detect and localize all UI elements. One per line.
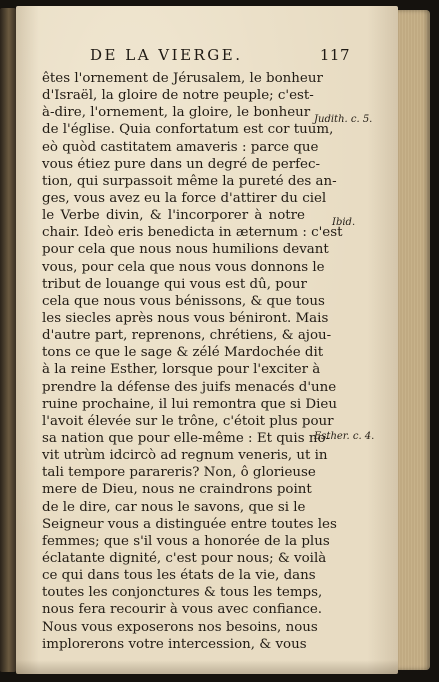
text-line: chair. Ideò eris benedicta in æternum : c'est — [42, 225, 343, 241]
text-line: ges, vous avez eu la force d'attirer du ciel — [42, 190, 327, 206]
text-line: Nous vous exposerons nos besoins, nous — [42, 619, 318, 635]
text-line: toutes les conjonctures & tous les temps, — [42, 585, 323, 601]
text-line: nous fera recourir à vous avec confiance. — [42, 602, 323, 618]
text-line: pour cela que nous nous humilions devant — [42, 242, 329, 258]
text-line: êtes l'ornement de Jérusalem, le bonheur — [42, 71, 323, 86]
text-line: prendre la défense des juifs menacés d'une — [42, 379, 337, 395]
text-line: vous étiez pure dans un degré de perfec- — [42, 156, 320, 172]
margin-note-judith: Judith. c. 5. — [314, 114, 373, 125]
text-line: vit utrùm idcircò ad regnum veneris, ut in — [42, 448, 328, 464]
text-line: tion, qui surpassoit même la pureté des an- — [42, 173, 337, 189]
text-line: à-dire, l'ornement, la gloire, le bonheur — [42, 105, 311, 121]
text-line: les siecles après nous vous béniront. Mais — [42, 310, 329, 326]
text-line: d'autre part, reprenons, chrétiens, & ajou- — [42, 328, 332, 344]
text-line: implorerons votre intercession, & vous — [42, 636, 307, 652]
text-line: éclatante dignité, c'est pour nous; & voilà — [42, 550, 327, 566]
page-bottom-shadow — [16, 660, 398, 674]
text-line: femmes; que s'il vous a honorée de la plus — [42, 533, 330, 549]
text-line: de l'église. Quia confortatum est cor tuum, — [42, 122, 334, 138]
text-line: ruine prochaine, il lui remontra que si Dieu — [42, 396, 337, 412]
text-line: tons ce que le sage & zélé Mardochée dit — [42, 345, 324, 361]
text-line: sa nation que pour elle-même : Et quis no- — [42, 430, 331, 446]
text-line: l'avoit élevée sur le trône, c'étoit plus pour — [42, 413, 334, 429]
text-line: tribut de louange qui vous est dû, pour — [42, 276, 307, 292]
page-stack-edge — [398, 10, 430, 670]
text-line: ce qui dans tous les états de la vie, dans — [42, 568, 316, 584]
text-line: mere de Dieu, nous ne craindrons point — [42, 482, 312, 498]
text-line: cela que nous vous bénissons, & que tous — [42, 293, 325, 309]
text-line: tali tempore parareris? Non, ô glorieuse — [42, 465, 316, 481]
running-title: DE LA VIERGE. — [90, 46, 243, 64]
text-line: le Verbe divin, & l'incorporer à notre — [42, 208, 305, 224]
text-line: d'Israël, la gloire de notre peuple; c'est- — [42, 88, 314, 104]
running-header — [90, 46, 350, 66]
body-text — [42, 70, 343, 653]
text-line: Seigneur vous a distinguée entre toutes les — [42, 516, 337, 532]
text-line: eò quòd castitatem amaveris : parce que — [42, 139, 319, 155]
text-line: à la reine Esther, lorsque pour l'exciter à — [42, 362, 321, 378]
margin-note-ibid: Ibid. — [332, 217, 356, 228]
text-line: vous, pour cela que nous vous donnons le — [42, 259, 325, 275]
page-number: 117 — [319, 46, 350, 64]
text-line: de le dire, car nous le savons, que si le — [42, 499, 306, 515]
left-page-edge — [0, 8, 16, 672]
margin-note-esther: Esther. c. 4. — [314, 431, 375, 442]
